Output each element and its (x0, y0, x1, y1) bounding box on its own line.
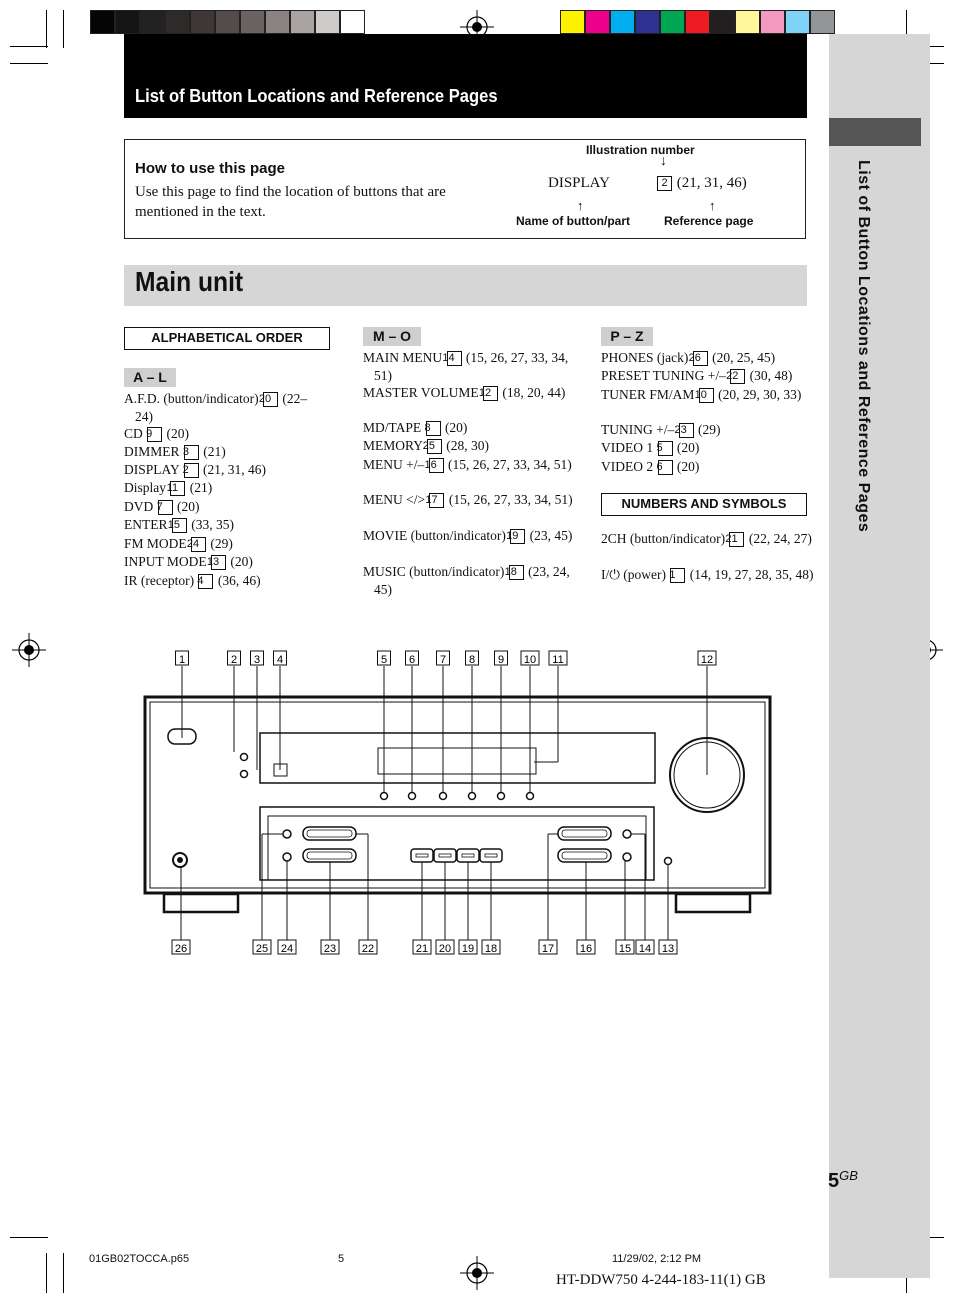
left-foot (164, 894, 238, 912)
callout-number: 8 (468, 654, 476, 666)
color-swatch (660, 10, 685, 34)
crop-mark (46, 1253, 47, 1293)
entry-number: 4 (198, 574, 213, 589)
callout-number: 16 (579, 943, 593, 955)
howto-text: Use this page to find the location of buttons that are mentioned in the text. (135, 184, 446, 220)
entry-name: TUNER FM/AM (601, 387, 698, 402)
color-swatch (685, 10, 710, 34)
callout-number: 19 (461, 943, 475, 955)
page-number (828, 1168, 858, 1193)
entry-number: 7 (158, 500, 173, 515)
footer-model: HT-DDW750 4-244-183-11(1) GB (556, 1272, 766, 1288)
entry-name: MENU +/– (363, 457, 428, 472)
index-entry (601, 349, 827, 367)
preset-tuning-button (303, 827, 356, 840)
entry-name: MD/TAPE (363, 420, 425, 435)
gray-swatch (165, 10, 190, 34)
gray-swatch (265, 10, 290, 34)
callout-number: 23 (323, 943, 337, 955)
entry-number: 22 (730, 369, 745, 384)
gray-swatch (90, 10, 115, 34)
index-entry (601, 458, 827, 476)
entry-name: PRESET TUNING +/– (601, 368, 730, 383)
entry-pages: (22– 24) (135, 391, 308, 424)
footer-page: 5 (338, 1253, 345, 1265)
index-entry (363, 527, 589, 545)
callout-number: 15 (618, 943, 632, 955)
entry-name: VIDEO 2 (601, 459, 657, 474)
index-entry (601, 421, 827, 439)
color-swatch (710, 10, 735, 34)
index-entry (124, 461, 320, 479)
entry-number: 11 (170, 481, 185, 496)
callout-number: 10 (523, 654, 537, 666)
entry-pages: (20) (227, 554, 253, 569)
callouts-top (176, 651, 717, 666)
enter-button (623, 853, 631, 861)
entry-name: Display (124, 480, 170, 495)
callout-number: 12 (700, 654, 714, 666)
input-button (527, 793, 534, 800)
entry-name: MOVIE (button/indicator) (363, 528, 510, 543)
entry-number: 23 (679, 423, 694, 438)
gray-swatch (190, 10, 215, 34)
index-entry (363, 563, 589, 598)
color-swatch (760, 10, 785, 34)
entry-pages: (20) (173, 499, 200, 514)
entry-number: 18 (509, 565, 524, 580)
sound-mode-button (457, 849, 479, 862)
entry-pages: (21) (199, 444, 226, 459)
lower-panel (260, 807, 654, 880)
sound-mode-button (434, 849, 456, 862)
entry-number: 26 (693, 351, 708, 366)
entry-name: I/⏻ (power) (601, 567, 670, 582)
index-entry (124, 516, 320, 534)
callout-number: 14 (638, 943, 652, 955)
index-entry (363, 491, 589, 509)
callout-number: 4 (276, 654, 284, 666)
index-entry (124, 425, 320, 443)
callouts-bottom (172, 940, 677, 955)
input-button (409, 793, 416, 800)
callout-number: 3 (253, 654, 261, 666)
gray-swatch (140, 10, 165, 34)
entry-number: 24 (191, 537, 206, 552)
up-arrow-icon: ↑ (709, 198, 716, 213)
entry-number: 1 (670, 568, 685, 583)
entry-number: 12 (483, 386, 498, 401)
example-reference (656, 175, 747, 192)
index-entry (124, 572, 320, 590)
entry-pages: (20) (673, 459, 700, 474)
entry-pages: (20) (441, 420, 468, 435)
crop-mark (10, 63, 48, 64)
index-entry (124, 390, 320, 425)
up-arrow-icon: ↑ (577, 198, 584, 213)
footer-filename: 01GB02TOCCA.p65 (89, 1253, 190, 1265)
callout-number: 11 (552, 654, 564, 666)
index-entry (124, 443, 320, 461)
entry-number: 3 (184, 445, 199, 460)
entry-number: 8 (426, 421, 441, 436)
entry-pages: (20) (163, 426, 190, 441)
entry-name: 2CH (button/indicator) (601, 531, 729, 546)
index-entry (601, 367, 827, 385)
fm-mode-button (283, 853, 291, 861)
dimmer-button (241, 771, 248, 778)
entry-name: TUNING +/– (601, 422, 678, 437)
entry-pages: (29) (207, 536, 233, 551)
entry-number: 15 (172, 518, 187, 533)
gray-swatch (215, 10, 240, 34)
entry-name: VIDEO 1 (601, 440, 657, 455)
callout-number: 21 (415, 943, 429, 955)
callout-number: 13 (661, 943, 675, 955)
a-l-label: A – L (124, 368, 176, 387)
input-button (469, 793, 476, 800)
index-entry (363, 349, 589, 384)
input-button (440, 793, 447, 800)
registration-mark-icon (12, 633, 46, 667)
index-entry (363, 419, 589, 437)
leader-lines (181, 666, 707, 940)
page-title: List of Button Locations and Reference Pages (135, 86, 498, 106)
color-swatch (560, 10, 585, 34)
entry-number: 6 (658, 460, 673, 475)
gray-swatch (290, 10, 315, 34)
entry-pages: (20, 25, 45) (708, 350, 776, 365)
index-entry (124, 479, 320, 497)
input-mode-button (665, 858, 672, 865)
entry-number: 25 (427, 439, 442, 454)
entry-pages: (15, 26, 27, 33, 34, 51) (444, 457, 572, 472)
color-swatch (635, 10, 660, 34)
entry-number: 9 (147, 427, 162, 442)
entry-pages: (15, 26, 27, 33, 34, 51) (445, 492, 573, 507)
entry-name: ENTER (124, 517, 171, 532)
display-panel (378, 748, 536, 774)
menu-plus-minus-button (558, 849, 611, 862)
index-entry (124, 553, 320, 571)
callout-number: 24 (280, 943, 294, 955)
callout-number: 22 (361, 943, 375, 955)
memory-button (283, 830, 291, 838)
sound-mode-button (480, 849, 502, 862)
entry-pages: (23, 45) (526, 528, 573, 543)
crop-mark (63, 10, 64, 48)
entry-pages: (21, 31, 46) (199, 462, 267, 477)
entry-name: CD (124, 426, 147, 441)
example-pages: (21, 31, 46) (676, 175, 747, 191)
entry-number: 10 (699, 388, 714, 403)
illustration-number-label: Illustration number (586, 143, 695, 157)
index-entry (601, 439, 827, 457)
entry-name: DVD (124, 499, 157, 514)
callout-number: 6 (408, 654, 416, 666)
entry-number: 14 (447, 351, 462, 366)
crop-mark (46, 10, 47, 48)
callout-number: 18 (484, 943, 498, 955)
sound-mode-button (411, 849, 433, 862)
entry-number: 16 (429, 458, 444, 473)
page-number-suffix: GB (839, 1168, 858, 1183)
side-tab-title: List of Button Locations and Reference Pages (855, 160, 872, 533)
section-title: Main unit (135, 266, 244, 297)
callout-number: 1 (178, 654, 186, 666)
entry-name: A.F.D. (button/indicator) (124, 391, 263, 406)
gray-swatch (115, 10, 140, 34)
page-number-value: 5 (828, 1170, 840, 1192)
crop-mark (10, 46, 48, 47)
example-button-name: DISPLAY (548, 175, 610, 191)
m-o-label: M – O (363, 327, 421, 346)
tuning-button (303, 849, 356, 862)
main-menu-button (623, 830, 631, 838)
alphabetical-order-label: ALPHABETICAL ORDER (124, 327, 330, 350)
display-window (260, 733, 655, 783)
entry-number: 20 (263, 392, 278, 407)
entry-pages: (18, 20, 44) (499, 385, 566, 400)
entry-pages: (20) (673, 440, 700, 455)
entry-number: 19 (510, 529, 525, 544)
right-foot (676, 894, 750, 912)
callout-number: 2 (230, 654, 238, 666)
color-swatch (785, 10, 810, 34)
entry-name: MEMORY (363, 438, 426, 453)
entry-name: DIMMER (124, 444, 183, 459)
entry-pages: (36, 46) (214, 573, 261, 588)
callout-number: 7 (439, 654, 447, 666)
entry-pages: (20, 29, 30, 33) (714, 387, 802, 402)
index-entry (124, 535, 320, 553)
crop-mark (63, 1253, 64, 1293)
entry-name: IR (receptor) (124, 573, 198, 588)
entry-pages: (22, 24, 27) (745, 531, 812, 546)
color-swatch (735, 10, 760, 34)
entry-pages: (23, 24, 45) (374, 564, 570, 597)
color-swatch (585, 10, 610, 34)
color-swatch (810, 10, 835, 34)
index-entry (124, 498, 320, 516)
index-entry (363, 384, 589, 402)
index-entry (601, 386, 827, 404)
sound-mode-buttons (411, 849, 502, 862)
entry-number: 5 (658, 441, 673, 456)
callout-number: 17 (541, 943, 555, 955)
entry-name: MENU </> (363, 492, 429, 507)
callout-number: 9 (497, 654, 505, 666)
entry-number: 13 (211, 555, 226, 570)
example-number: 2 (657, 176, 672, 191)
down-arrow-icon: ↓ (660, 154, 667, 169)
entry-name: FM MODE (124, 536, 191, 551)
reference-page-label: Reference page (664, 214, 754, 228)
index-entry (363, 437, 589, 455)
callout-number: 26 (174, 943, 188, 955)
entry-number: 2 (184, 463, 199, 478)
entry-pages: (29) (694, 422, 721, 437)
index-entry (601, 566, 817, 584)
entry-pages: (30, 48) (746, 368, 793, 383)
input-button (498, 793, 505, 800)
entry-name: MAIN MENU (363, 350, 446, 365)
name-of-button-label: Name of button/part (516, 214, 630, 228)
index-entry (601, 530, 817, 548)
color-swatch (610, 10, 635, 34)
display-button (241, 754, 248, 761)
gray-swatch (315, 10, 340, 34)
callout-number: 5 (380, 654, 388, 666)
function-buttons (381, 793, 534, 800)
entry-pages: (15, 26, 27, 33, 34, 51) (374, 350, 569, 383)
input-button (381, 793, 388, 800)
numbers-and-symbols-label: NUMBERS AND SYMBOLS (601, 493, 807, 516)
menu-lr-button (558, 827, 611, 840)
side-tab (829, 34, 930, 1278)
entry-name: MUSIC (button/indicator) (363, 564, 508, 579)
entry-name: PHONES (jack) (601, 350, 692, 365)
main-unit-diagram (120, 640, 780, 970)
entry-number: 17 (429, 493, 444, 508)
footer-date: 11/29/02, 2:12 PM (612, 1253, 702, 1265)
howto-title: How to use this page (135, 160, 286, 177)
entry-pages: (33, 35) (187, 517, 234, 532)
index-entry (363, 456, 589, 474)
entry-name: INPUT MODE (124, 554, 211, 569)
side-tab-marker (829, 118, 921, 146)
p-z-label: P – Z (601, 327, 653, 346)
gray-swatch (340, 10, 365, 34)
registration-mark-icon (460, 1256, 494, 1290)
entry-name: DISPLAY (124, 462, 183, 477)
crop-mark (10, 1237, 48, 1238)
entry-pages: (28, 30) (442, 438, 490, 453)
entry-name: MASTER VOLUME (363, 385, 483, 400)
callout-number: 25 (255, 943, 269, 955)
entry-number: 21 (729, 532, 744, 547)
gray-swatch (240, 10, 265, 34)
callout-number: 20 (438, 943, 452, 955)
entry-pages: (14, 19, 27, 28, 35, 48) (686, 567, 814, 582)
entry-pages: (21) (186, 480, 213, 495)
